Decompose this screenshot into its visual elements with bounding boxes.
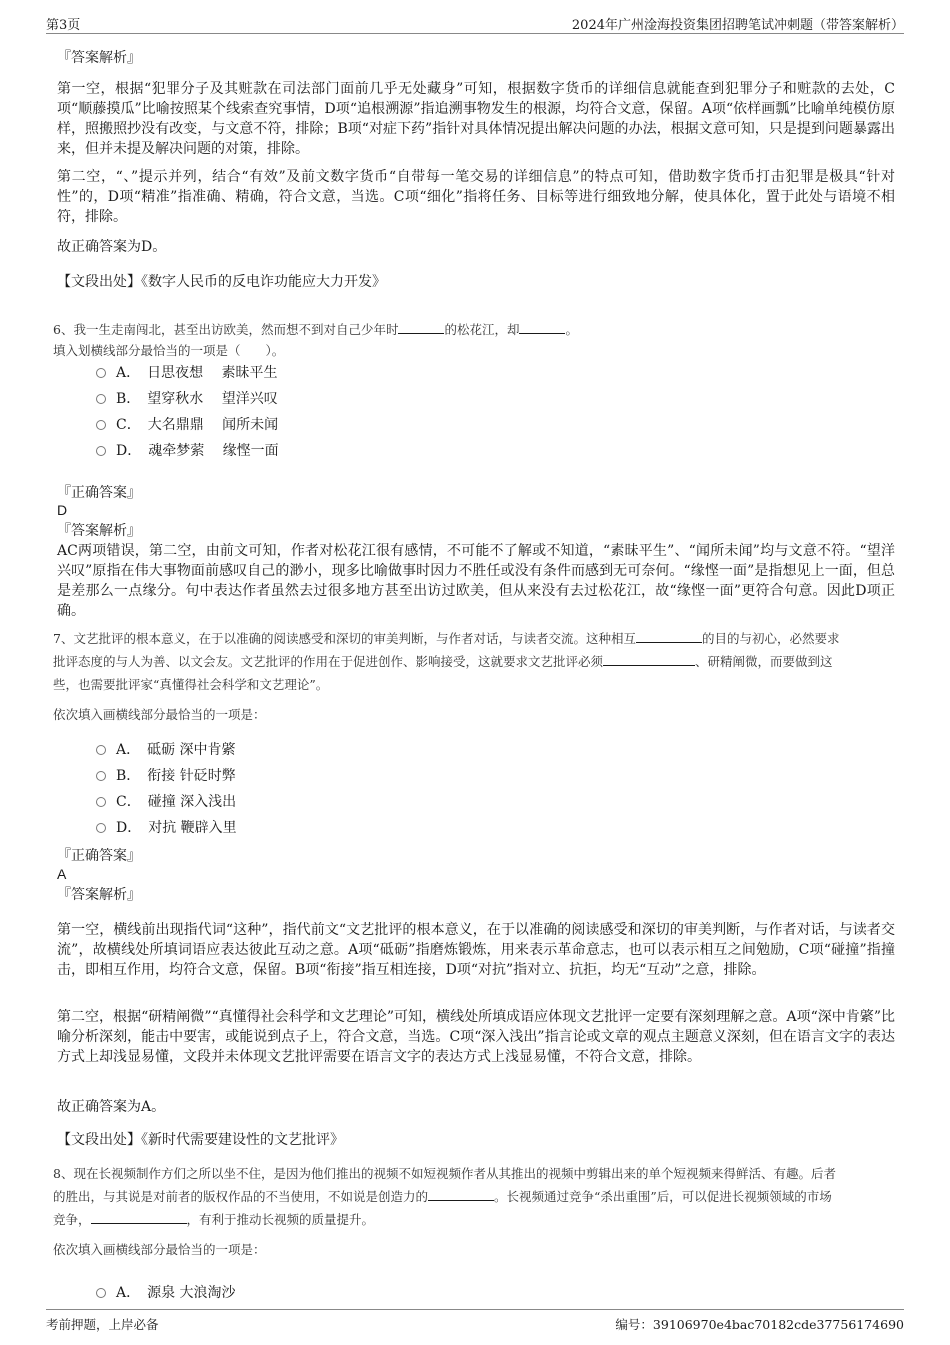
q6-options [96,360,596,464]
q6-option-c[interactable]: C． 大名鼎鼎 闻所未闻 [96,412,596,438]
radio-icon[interactable] [96,368,106,378]
q6-answer: D [57,502,68,518]
q6-stem: 6、我一生走南闯北，甚至出访欧美，然而想不到对自己少年时 的松花江，却 。 [53,322,578,337]
q7-option-b[interactable]: B． 衔接 针砭时弊 [96,763,596,789]
radio-icon[interactable] [96,1288,106,1298]
q7-option-a[interactable]: A． 砥砺 深中肯綮 [96,737,596,763]
q7-option-c[interactable]: C． 碰撞 深入浅出 [96,789,596,815]
q8-stem: 8、现在长视频制作方们之所以坐不住，是因为他们推出的视频不如短视频作者从其推出的视频中剪辑出来的单个短视频来得鲜活、有趣。后者 的胜出，与其说是对前者的版权作品的不当使用，不如说是创造力的 。长视频通过竞争“杀出重围”后，可以促进长视频领域的市场 竞争， ，有利于推动长视频的质量提升。 [53,1166,836,1227]
q5-analysis-p1: 第一空，根据“犯罪分子及其赃款在司法部门面前几乎无处藏身”可知，根据数字货币的详细信息就能查到犯罪分子和赃款的去处，C项“顺藤摸瓜”比喻按照某个线索查究事情，D项“追根溯源”指追溯事物发生的根源，均符合文意，保留。A项“依样画瓢”比喻单纯模仿原样，照搬照抄没有改变，与文意不符，排除；B项“对症下药”指针对具体情况提出解决问题的办法，根据文意可知，只是提到问题暴露出来，但并未提及解决问题的对策，排除。 [57,81,895,157]
radio-icon[interactable] [96,420,106,430]
radio-icon[interactable] [96,771,106,781]
q6-option-d[interactable]: D． 魂牵梦萦 缘悭一面 [96,438,596,464]
radio-icon[interactable] [96,823,106,833]
document-title: 2024年广州淦海投资集团招聘笔试冲刺题（带答案解析） [571,18,904,33]
page-header [46,12,904,34]
q6-prompt: 填入划横线部分最恰当的一项是（ ）。 [53,343,285,358]
blank [519,320,565,334]
blank [398,320,444,334]
q7-option-d[interactable]: D． 对抗 鞭辟入里 [96,815,596,841]
radio-icon[interactable] [96,797,106,807]
q6-option-b[interactable]: B． 望穿秋水 望洋兴叹 [96,386,596,412]
q7-analysis-p2: 第二空，根据“研精阐微”“真懂得社会科学和文艺理论”可知，横线处所填成语应体现文艺批评一定要有深刻理解之意。A项“深中肯綮”比喻分析深刻，能击中要害，或能说到点子上，符合文意，当选。C项“深入浅出”指言论或文章的观点主题意义深刻，但在语言文字的表达方式上却浅显易懂，文段并未体现文艺批评需要在语言文字的表达方式上浅显易懂，不符合文意，排除。 [57,1009,895,1065]
q7-conclusion: 故正确答案为A。 [57,1099,166,1115]
blank [91,1210,187,1224]
q7-analysis-label: 『答案解析』 [57,887,141,903]
radio-icon[interactable] [96,446,106,456]
q6-analysis-label: 『答案解析』 [57,523,141,539]
blank [603,652,695,666]
q7-answer: A [57,866,67,882]
q6-analysis: AC两项错误，第二空，由前文可知，作者对松花江很有感情，不可能不了解或不知道，“素昧平生”、“闻所未闻”均与文意不符。“望洋兴叹”原指在伟大事物面前感叹自己的渺小，现多比喻做事时因力不胜任或没有条件而感到无可奈何。“缘悭一面”是指想见上一面，但总是差那么一点缘分。句中表达作者虽然去过很多地方甚至出访过欧美，但从来没有去过松花江，故“缘悭一面”更符合句意。因此D项正确。 [57,543,895,619]
q7-options [96,737,596,841]
q5-analysis-p2: 第二空，“、”提示并列，结合“有效”及前文数字货币“自带每一笔交易的详细信息”的特点可知，借助数字货币打击犯罪是极具“针对性”的，D项“精准”指准确、精确，符合文意，当选。C项“细化”指将任务、目标等进行细致地分解，使具体化，置于此处与语境不相符，排除。 [57,169,895,225]
q7-source: 【文段出处】《新时代需要建设性的文艺批评》 [57,1132,344,1148]
q8-options [96,1280,596,1306]
page-footer [46,1309,904,1333]
q7-analysis-p1: 第一空，横线前出现指代词“这种”，指代前文“文艺批评的根本意义，在于以准确的阅读感受和深切的审美判断，与作者对话，与读者交流”，故横线处所填词语应表达彼此互动之意。A项“砥砺”指磨炼锻炼，用来表示革命意志，也可以表示相互之间勉励，C项“碰撞”指撞击，即相互作用，均符合文意，保留。B项“衔接”指互相连接，D项“对抗”指对立、抗拒，均无“互动”之意，排除。 [57,922,895,978]
q5-conclusion: 故正确答案为D。 [57,239,167,255]
q5-analysis-label: 『答案解析』 [57,50,141,66]
q5-source: 【文段出处】《数字人民币的反电诈功能应大力开发》 [57,274,386,290]
q6-option-a[interactable]: A． 日思夜想 素昧平生 [96,360,596,386]
radio-icon[interactable] [96,394,106,404]
footer-slogan: 考前押题，上岸必备 [46,1317,159,1332]
document-id: 编号：39106970e4bac70182cde37756174690 [615,1317,904,1332]
q7-answer-label: 『正确答案』 [57,848,141,864]
q8-prompt: 依次填入画横线部分最恰当的一项是： [53,1242,266,1257]
q6-answer-label: 『正确答案』 [57,485,141,501]
radio-icon[interactable] [96,745,106,755]
blank [636,629,702,643]
q8-option-a[interactable]: A． 源泉 大浪淘沙 [96,1280,596,1306]
page-number: 第3页 [46,18,81,33]
q7-prompt: 依次填入画横线部分最恰当的一项是： [53,707,266,722]
q7-stem: 7、文艺批评的根本意义，在于以准确的阅读感受和深切的审美判断，与作者对话，与读者交流。这种相互 的目的与初心，必然要求 批评态度的与人为善、以文会友。文艺批评的作用在于促进创作、影响接受，这就要求文艺批评必须 、研精阐微，而要做到这 些，也需要批评家“真懂得社会科学和文艺理论”。 [53,631,840,692]
blank [428,1187,494,1201]
